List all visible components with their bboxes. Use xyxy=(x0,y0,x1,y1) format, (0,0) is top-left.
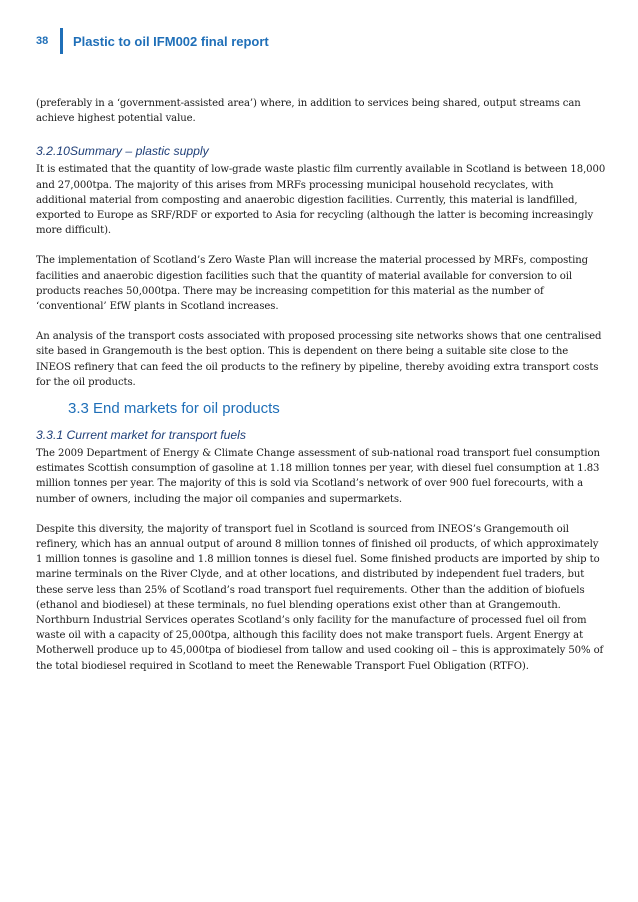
page-content xyxy=(36,96,606,689)
paragraph: An analysis of the transport costs associated with proposed processing site networks shows that one centralised site based in Grangemouth is the best option. This is dependent on there being a suitable site close to the INEOS refinery that can feed the oil products to the refinery by pipeline, thereby avoiding extra transport costs for the oil products. xyxy=(36,331,602,388)
section-3-3-heading: 3.3 End markets for oil products xyxy=(68,400,280,418)
header-divider xyxy=(60,28,63,54)
section-3-3-1-heading: 3.3.1 Current market for transport fuels xyxy=(36,428,246,443)
paragraph: The implementation of Scotland’s Zero Waste Plan will increase the material processed by MRFs, composting facilities and anaerobic digestion facilities such that the quantity of material available for conversion to oil products reaches 50,000tpa. There may be increasing competition for this material as the number of ‘conventional’ EfW plants in Scotland increases. xyxy=(36,255,589,313)
paragraph: Despite this diversity, the majority of transport fuel in Scotland is sourced from INEOS’s Grangemouth oil refinery, which has an annual output of around 8 million tonnes of finished oil products, of which approximately 1 million tonnes is gasoline and 1.8 million tonnes is diesel fuel. Some finished products are imported by ship to marine terminals on the River Clyde, and at other locations, and distributed by independent fuel traders, but these serve less than 25% of Scotland’s road transport fuel requirements. Other than the addition of biofuels (ethanol and biodiesel) at these terminals, no fuel blending operations exist other than at Grangemouth. Northburn Industrial Services operates Scotland’s only facility for the manufacture of processed fuel oil from waste oil with a capacity of 25,000tpa, although this facility does not make transport fuels. Argent Energy at Motherwell produce up to 45,000tpa of biodiesel from tallow and used cooking oil – this is approximately 50% of the total biodiesel required in Scotland to meet the Renewable Transport Fuel Obligation (RTFO). xyxy=(36,523,604,672)
report-title: Plastic to oil IFM002 final report xyxy=(73,33,269,49)
paragraph: The 2009 Department of Energy & Climate Change assessment of sub-national road transport fuel consumption estimates Scottish consumption of gasoline at 1.18 million tonnes per year, with diesel fuel consumption at 1.83 million tonnes per year. The majority of this is sold via Scotland’s network of over 900 fuel forecourts, with a number of owners, including the major oil companies and supermarkets. xyxy=(36,448,600,505)
page-header xyxy=(36,28,269,54)
intro-paragraph: (preferably in a ‘government-assisted area’) where, in addition to services being shared, output streams can achieve highest potential value. xyxy=(36,98,581,125)
paragraph: It is estimated that the quantity of low-grade waste plastic film currently available in Scotland is between 18,000 and 27,000tpa. The majority of this arises from MRFs processing municipal household recyclates, with additional material from composting and anaerobic digestion facilities. Currently, this material is landfilled, exported to Europe as SRF/RDF or exported to Asia for recycling (although the latter is becoming increasingly more difficult). xyxy=(36,164,606,237)
section-3-2-10-heading: 3.2.10Summary – plastic supply xyxy=(36,144,209,159)
page-number: 38 xyxy=(36,35,49,47)
